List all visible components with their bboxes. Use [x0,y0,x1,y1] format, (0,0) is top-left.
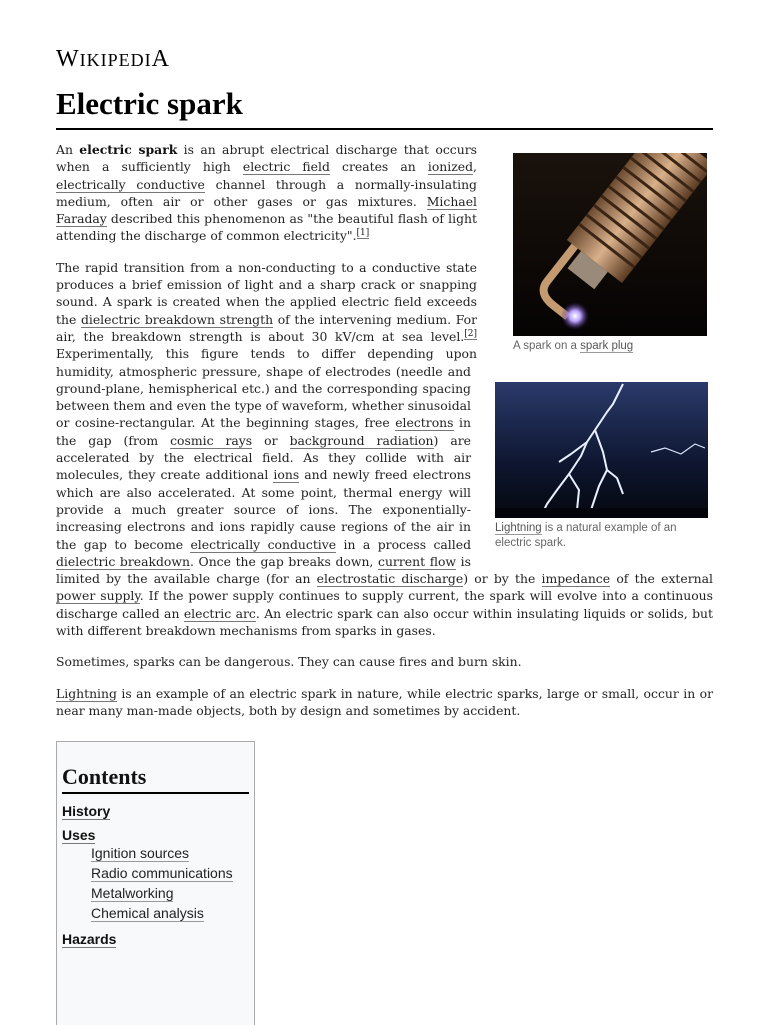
figure-caption: Lightning is a natural example of an electric spark. [495,522,677,549]
link-electric-arc[interactable]: electric arc [183,605,256,621]
link-cosmic-rays[interactable]: cosmic rays [170,432,253,448]
reference-2[interactable]: [2] [464,328,477,339]
figure-caption: A spark on a spark plug [513,340,634,352]
page-title: Electric spark [56,82,713,130]
link-ionized[interactable]: ionized [427,159,474,175]
link-power-supply[interactable]: power supply [56,588,140,604]
link-michael-faraday[interactable]: Michael Faraday [56,193,477,227]
link-electrically-conductive[interactable]: electrically conductive [56,176,205,192]
link-impedance[interactable]: impedance [541,571,611,587]
link-current-flow[interactable]: current flow [378,553,457,569]
lightning-image[interactable] [495,382,708,518]
link-ions[interactable]: ions [273,467,300,483]
figure-spark-plug [513,153,713,354]
link-background-radiation[interactable]: background radiation [289,432,434,448]
paragraph-danger: Sometimes, sparks can be dangerous. They can cause fires and burn skin. [56,654,522,670]
link-dielectric-breakdown-strength[interactable]: dielectric breakdown strength [80,311,274,327]
toc-item-uses[interactable]: Uses [62,827,96,843]
link-electrically-conductive-2[interactable]: electrically conductive [190,536,337,552]
toc-item-metalworking[interactable]: Metalworking [91,885,174,901]
paragraph-lightning: Lightning is an example of an electric spark in nature, while electric sparks, large or small, occur in or near many man-made objects, both by design and sometimes by accident. [56,685,713,718]
link-electrons[interactable]: electrons [395,415,454,431]
link-spark-plug[interactable]: spark plug [580,340,634,352]
spark-plug-image[interactable] [513,153,707,336]
figure-lightning [495,382,713,551]
link-electrostatic-discharge[interactable]: electrostatic discharge [316,571,464,587]
paragraph-breakdown: The rapid transition from a non-conducting to a conductive state produces a brief emission of light and a sharp crack or snapping sound. A spark is created when the applied electric field exceeds the dielectric breakdown strength of the intervening medium. For air, the breakdown strength is about 30 kV/cm at sea level.[2] Experimentally, this figure tends to differ depending upon humidity, atmospheric pressure, shape of electrodes (needle and ground-plane, hemispherical etc.) and the corresponding spacing between them and even the type of waveform, whether sinusoidal or cosine-rectangular. At the beginning stages, free electrons in the gap (from cosmic rays or background radiation) are accelerated by the electrical field. As they collide with air molecules, they create additional ions and newly freed electrons which are also accelerated. At some point, thermal energy will provide a much greater source of ions. The exponentially-increasing electrons and ions rapidly cause regions of the air in the gap to become electrically conductive in a process called dielectric breakdown. Once the gap breaks down, current flow is limited by the available charge (for an electrostatic discharge) or by the impedance of the external power supply. If the power supply continues to supply current, the spark will evolve into a continuous discharge called an electric arc. An electric spark can also occur within insulating liquids or solids, but with different breakdown mechanisms from sparks in gases. [56,259,714,639]
toc-item-hazards[interactable]: Hazards [62,931,117,947]
toc-item-ignition-sources[interactable]: Ignition sources [91,845,190,861]
article-body [56,141,713,733]
toc-title: Contents [62,764,249,794]
paragraph-intro: An electric spark is an abrupt electrical discharge that occurs when a sufficiently high electric field creates an ionized, electrically conductive channel through a normally-insulating medium, often air or other gases or gas mixtures. Michael Faraday described this phenomenon as "the beautiful flash of light attending the discharge of common electricity".[1] [56,142,477,244]
reference-1[interactable]: [1] [356,228,370,239]
link-dielectric-breakdown[interactable]: dielectric breakdown [56,553,190,569]
link-lightning[interactable]: Lightning [56,685,117,701]
wikipedia-wordmark[interactable]: WIKIPEDIA [56,46,170,72]
toc-item-radio-communications[interactable]: Radio communications [91,865,233,881]
toc-item-history[interactable]: History [62,803,111,819]
table-of-contents [56,741,255,1025]
toc-item-chemical-analysis[interactable]: Chemical analysis [91,905,204,921]
link-electric-field[interactable]: electric field [242,159,330,175]
link-lightning-caption[interactable]: Lightning [495,522,542,534]
